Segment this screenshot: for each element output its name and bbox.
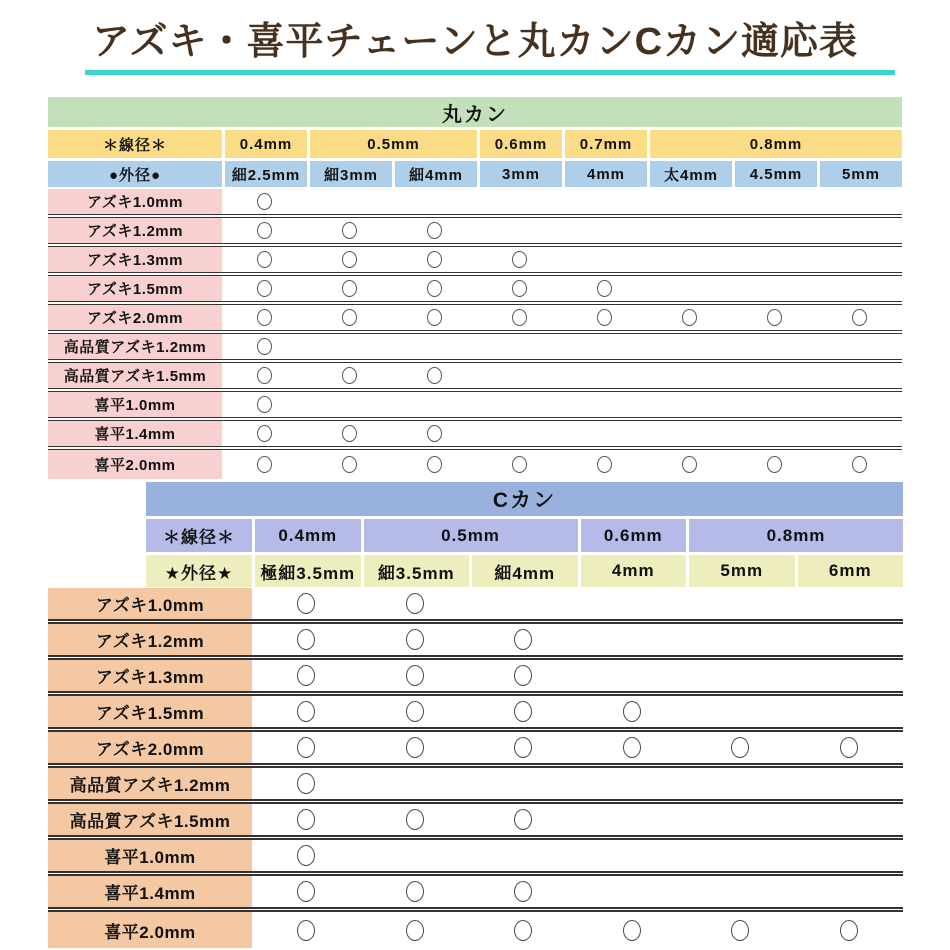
wire-diameter-value: 0.5mm (307, 130, 477, 158)
compatible-circle-mark (852, 456, 867, 473)
table-ckan (48, 482, 903, 948)
row-label: アズキ2.0mm (48, 305, 222, 330)
compat-cell (732, 305, 817, 330)
table-row (48, 660, 903, 696)
compat-cell (732, 392, 817, 417)
compat-cell (307, 247, 392, 272)
outer-diameter-label: ★外径★ (146, 555, 252, 587)
compat-cell (578, 768, 687, 799)
table-row (48, 392, 902, 421)
compat-cell (469, 876, 578, 907)
compatible-circle-mark (514, 920, 532, 941)
wire-diameter-header-row (146, 519, 903, 552)
compatible-circle-mark (406, 809, 424, 830)
table-row (48, 276, 902, 305)
compat-cell (686, 660, 795, 691)
outer-diameter-value: 細4mm (469, 555, 578, 587)
compat-cell (361, 732, 470, 763)
compat-cell (392, 305, 477, 330)
compat-cell (686, 876, 795, 907)
table-row (48, 588, 903, 624)
page-title: アズキ・喜平チェーンと丸カンCカン適応表 (91, 21, 859, 63)
compatible-circle-mark (406, 593, 424, 614)
compat-cell (469, 588, 578, 619)
compatible-circle-mark (512, 280, 527, 297)
compatible-circle-mark (297, 920, 315, 941)
compatible-circle-mark (512, 309, 527, 326)
compat-cell (392, 421, 477, 446)
compat-cell (252, 624, 361, 655)
compat-cell (252, 768, 361, 799)
compatible-circle-mark (257, 367, 272, 384)
wire-diameter-value: 0.6mm (477, 130, 562, 158)
compat-cell (817, 276, 902, 301)
row-label: アズキ1.3mm (48, 247, 222, 272)
compatible-circle-mark (257, 251, 272, 268)
table-row (48, 912, 903, 948)
compat-cell (477, 247, 562, 272)
compat-cell (562, 334, 647, 359)
wire-diameter-value: 0.8mm (647, 130, 902, 158)
compat-cell (686, 768, 795, 799)
compatible-circle-mark (257, 193, 272, 210)
outer-diameter-value: 4mm (562, 161, 647, 187)
table-header-block (146, 482, 903, 587)
table-body (48, 588, 903, 948)
compatible-circle-mark (406, 737, 424, 758)
compat-cell (817, 189, 902, 214)
compatible-circle-mark (406, 920, 424, 941)
compat-cell (469, 732, 578, 763)
compat-cell (562, 218, 647, 243)
compat-cell (562, 363, 647, 388)
compat-cell (477, 305, 562, 330)
compat-cell (578, 876, 687, 907)
compat-cell (361, 588, 470, 619)
table-row (48, 334, 902, 363)
compatible-circle-mark (512, 251, 527, 268)
compat-cell (469, 804, 578, 835)
compat-cell (732, 247, 817, 272)
compat-cell (686, 804, 795, 835)
row-label: アズキ2.0mm (48, 732, 252, 763)
row-label: アズキ1.3mm (48, 660, 252, 691)
compat-cell (647, 363, 732, 388)
compatible-circle-mark (257, 396, 272, 413)
outer-diameter-value: 3mm (477, 161, 562, 187)
compatible-circle-mark (342, 280, 357, 297)
compatible-circle-mark (257, 309, 272, 326)
compat-cell (562, 305, 647, 330)
table-row (48, 696, 903, 732)
compat-cell (307, 305, 392, 330)
compat-cell (795, 876, 904, 907)
compatible-circle-mark (427, 309, 442, 326)
compatible-circle-mark (597, 456, 612, 473)
compat-cell (732, 334, 817, 359)
compat-cell (307, 276, 392, 301)
row-label: 喜平1.4mm (48, 876, 252, 907)
outer-diameter-header-row (146, 555, 903, 587)
compat-cell (578, 804, 687, 835)
compatible-circle-mark (731, 920, 749, 941)
compat-cell (469, 768, 578, 799)
wire-diameter-value: 0.7mm (562, 130, 647, 158)
compatible-circle-mark (427, 425, 442, 442)
table-row (48, 421, 902, 450)
compatible-circle-mark (427, 367, 442, 384)
compat-cell (817, 218, 902, 243)
compatible-circle-mark (342, 309, 357, 326)
compatible-circle-mark (514, 629, 532, 650)
compat-cell (562, 392, 647, 417)
table-row (48, 840, 903, 876)
compat-cell (361, 876, 470, 907)
compat-cell (562, 189, 647, 214)
compat-cell (222, 363, 307, 388)
row-label: 喜平1.0mm (48, 840, 252, 871)
compat-cell (562, 276, 647, 301)
compat-cell (795, 768, 904, 799)
row-label: 高品質アズキ1.5mm (48, 804, 252, 835)
outer-diameter-value: 細3mm (307, 161, 392, 187)
compat-cell (222, 276, 307, 301)
compatible-circle-mark (257, 222, 272, 239)
compat-cell (647, 334, 732, 359)
outer-diameter-value: 5mm (686, 555, 795, 587)
compatible-circle-mark (623, 920, 641, 941)
compat-cell (222, 450, 307, 479)
compat-cell (392, 276, 477, 301)
compat-cell (578, 624, 687, 655)
table-row (48, 732, 903, 768)
compat-cell (252, 912, 361, 948)
table-row (48, 624, 903, 660)
compat-cell (307, 421, 392, 446)
table-row (48, 876, 903, 912)
wire-diameter-value: 0.6mm (578, 519, 687, 552)
compat-cell (647, 450, 732, 479)
row-label: アズキ1.5mm (48, 276, 222, 301)
compat-cell (647, 421, 732, 446)
row-label: 喜平2.0mm (48, 450, 222, 479)
compat-cell (252, 588, 361, 619)
compat-cell (795, 696, 904, 727)
compat-cell (817, 363, 902, 388)
compat-cell (469, 840, 578, 871)
compat-cell (307, 363, 392, 388)
table-row (48, 804, 903, 840)
compatible-circle-mark (342, 456, 357, 473)
compat-cell (222, 305, 307, 330)
row-label: 高品質アズキ1.5mm (48, 363, 222, 388)
compatible-circle-mark (767, 309, 782, 326)
compat-cell (361, 624, 470, 655)
outer-diameter-value: 6mm (795, 555, 904, 587)
row-label: アズキ1.0mm (48, 588, 252, 619)
compat-cell (647, 189, 732, 214)
compatible-circle-mark (597, 280, 612, 297)
compat-cell (817, 247, 902, 272)
row-label: 喜平1.4mm (48, 421, 222, 446)
compat-cell (477, 450, 562, 479)
compat-cell (222, 334, 307, 359)
compatible-circle-mark (297, 701, 315, 722)
row-label: 喜平1.0mm (48, 392, 222, 417)
row-label: アズキ1.2mm (48, 624, 252, 655)
compat-cell (732, 218, 817, 243)
compat-cell (477, 334, 562, 359)
compat-cell (686, 912, 795, 948)
outer-diameter-value: 太4mm (647, 161, 732, 187)
compat-cell (392, 189, 477, 214)
compat-cell (647, 247, 732, 272)
compat-cell (222, 247, 307, 272)
compat-cell (578, 660, 687, 691)
compat-cell (361, 660, 470, 691)
wire-diameter-label: ＊線径＊ (48, 130, 222, 158)
wire-diameter-header-row (48, 130, 902, 158)
outer-diameter-value: 4.5mm (732, 161, 817, 187)
compat-cell (469, 624, 578, 655)
compatible-circle-mark (406, 881, 424, 902)
wire-diameter-value: 0.8mm (686, 519, 903, 552)
outer-diameter-value: 5mm (817, 161, 902, 187)
compatible-circle-mark (514, 737, 532, 758)
wire-diameter-value: 0.4mm (222, 130, 307, 158)
compat-cell (361, 804, 470, 835)
compatible-circle-mark (406, 629, 424, 650)
outer-diameter-value: 4mm (578, 555, 687, 587)
compat-cell (578, 912, 687, 948)
compat-cell (578, 732, 687, 763)
compat-cell (361, 840, 470, 871)
compatible-circle-mark (427, 251, 442, 268)
table-row (48, 450, 902, 479)
compatible-circle-mark (731, 737, 749, 758)
compatible-circle-mark (297, 665, 315, 686)
outer-diameter-value: 極細3.5mm (252, 555, 361, 587)
wire-diameter-label: ＊線径＊ (146, 519, 252, 552)
compatible-circle-mark (257, 456, 272, 473)
compatible-circle-mark (297, 845, 315, 866)
compatible-circle-mark (297, 809, 315, 830)
compat-cell (795, 912, 904, 948)
compat-cell (647, 305, 732, 330)
compat-cell (307, 334, 392, 359)
compatible-circle-mark (682, 309, 697, 326)
compatible-circle-mark (514, 881, 532, 902)
table-marukan (48, 97, 902, 479)
compat-cell (817, 392, 902, 417)
compatible-circle-mark (767, 456, 782, 473)
compat-cell (222, 189, 307, 214)
row-label: アズキ1.5mm (48, 696, 252, 727)
compat-cell (795, 624, 904, 655)
compatible-circle-mark (852, 309, 867, 326)
compat-cell (392, 247, 477, 272)
compatible-circle-mark (514, 665, 532, 686)
wire-diameter-value: 0.5mm (361, 519, 578, 552)
compat-cell (562, 421, 647, 446)
compatible-circle-mark (840, 737, 858, 758)
table-row (48, 189, 902, 218)
compat-cell (686, 840, 795, 871)
outer-diameter-value: 細2.5mm (222, 161, 307, 187)
compat-cell (252, 840, 361, 871)
compat-cell (361, 696, 470, 727)
compat-cell (222, 421, 307, 446)
table-row (48, 218, 902, 247)
compatible-circle-mark (297, 737, 315, 758)
compat-cell (222, 218, 307, 243)
compat-cell (477, 363, 562, 388)
compatible-circle-mark (514, 701, 532, 722)
compat-cell (252, 660, 361, 691)
outer-diameter-label: ●外径● (48, 161, 222, 187)
compat-cell (647, 392, 732, 417)
compatible-circle-mark (623, 701, 641, 722)
table-title-ckan: Cカン (146, 482, 903, 516)
compat-cell (647, 276, 732, 301)
row-label: 喜平2.0mm (48, 912, 252, 948)
compatible-circle-mark (297, 773, 315, 794)
compat-cell (686, 588, 795, 619)
compat-cell (469, 696, 578, 727)
compatible-circle-mark (297, 593, 315, 614)
table-row (48, 363, 902, 392)
compat-cell (817, 450, 902, 479)
compat-cell (795, 840, 904, 871)
compat-cell (307, 450, 392, 479)
table-row (48, 305, 902, 334)
table-title-marukan: 丸カン (48, 97, 902, 127)
table-row (48, 768, 903, 804)
compatible-circle-mark (342, 222, 357, 239)
outer-diameter-header-row (48, 161, 902, 187)
compat-cell (732, 363, 817, 388)
outer-diameter-value: 細3.5mm (361, 555, 470, 587)
compat-cell (392, 392, 477, 417)
compatible-circle-mark (297, 629, 315, 650)
compat-cell (686, 696, 795, 727)
compatible-circle-mark (427, 280, 442, 297)
compat-cell (578, 840, 687, 871)
compatible-circle-mark (427, 456, 442, 473)
compat-cell (307, 189, 392, 214)
compatible-circle-mark (406, 665, 424, 686)
compat-cell (392, 450, 477, 479)
compat-cell (732, 276, 817, 301)
compatible-circle-mark (512, 456, 527, 473)
table-body (48, 189, 902, 479)
compat-cell (477, 218, 562, 243)
compat-cell (307, 218, 392, 243)
compat-cell (222, 392, 307, 417)
compatible-circle-mark (342, 425, 357, 442)
compat-cell (686, 624, 795, 655)
compat-cell (477, 189, 562, 214)
compatible-circle-mark (257, 425, 272, 442)
compatible-circle-mark (257, 280, 272, 297)
compat-cell (647, 218, 732, 243)
compat-cell (732, 450, 817, 479)
compat-cell (477, 276, 562, 301)
compat-cell (361, 768, 470, 799)
compat-cell (686, 732, 795, 763)
compat-cell (562, 247, 647, 272)
compat-cell (252, 732, 361, 763)
compat-cell (252, 804, 361, 835)
compatible-circle-mark (623, 737, 641, 758)
compat-cell (817, 421, 902, 446)
compatible-circle-mark (342, 251, 357, 268)
compat-cell (477, 392, 562, 417)
compat-cell (252, 876, 361, 907)
compat-cell (732, 421, 817, 446)
compatible-circle-mark (297, 881, 315, 902)
compat-cell (477, 421, 562, 446)
compat-cell (578, 696, 687, 727)
compatible-circle-mark (682, 456, 697, 473)
compat-cell (469, 660, 578, 691)
compat-cell (795, 804, 904, 835)
row-label: アズキ1.2mm (48, 218, 222, 243)
compatible-circle-mark (840, 920, 858, 941)
compat-cell (392, 363, 477, 388)
compat-cell (361, 912, 470, 948)
compat-cell (732, 189, 817, 214)
row-label: 高品質アズキ1.2mm (48, 768, 252, 799)
compatible-circle-mark (342, 367, 357, 384)
compatible-circle-mark (514, 809, 532, 830)
compatible-circle-mark (427, 222, 442, 239)
compat-cell (817, 334, 902, 359)
compatible-circle-mark (257, 338, 272, 355)
compatible-circle-mark (597, 309, 612, 326)
compat-cell (392, 218, 477, 243)
compat-cell (795, 660, 904, 691)
wire-diameter-value: 0.4mm (252, 519, 361, 552)
title-underline (85, 70, 895, 75)
outer-diameter-value: 細4mm (392, 161, 477, 187)
compat-cell (307, 392, 392, 417)
compatible-circle-mark (406, 701, 424, 722)
row-label: 高品質アズキ1.2mm (48, 334, 222, 359)
compat-cell (817, 305, 902, 330)
compat-cell (795, 732, 904, 763)
compat-cell (469, 912, 578, 948)
compat-cell (252, 696, 361, 727)
row-label: アズキ1.0mm (48, 189, 222, 214)
compat-cell (795, 588, 904, 619)
compat-cell (578, 588, 687, 619)
compat-cell (562, 450, 647, 479)
compat-cell (392, 334, 477, 359)
table-row (48, 247, 902, 276)
